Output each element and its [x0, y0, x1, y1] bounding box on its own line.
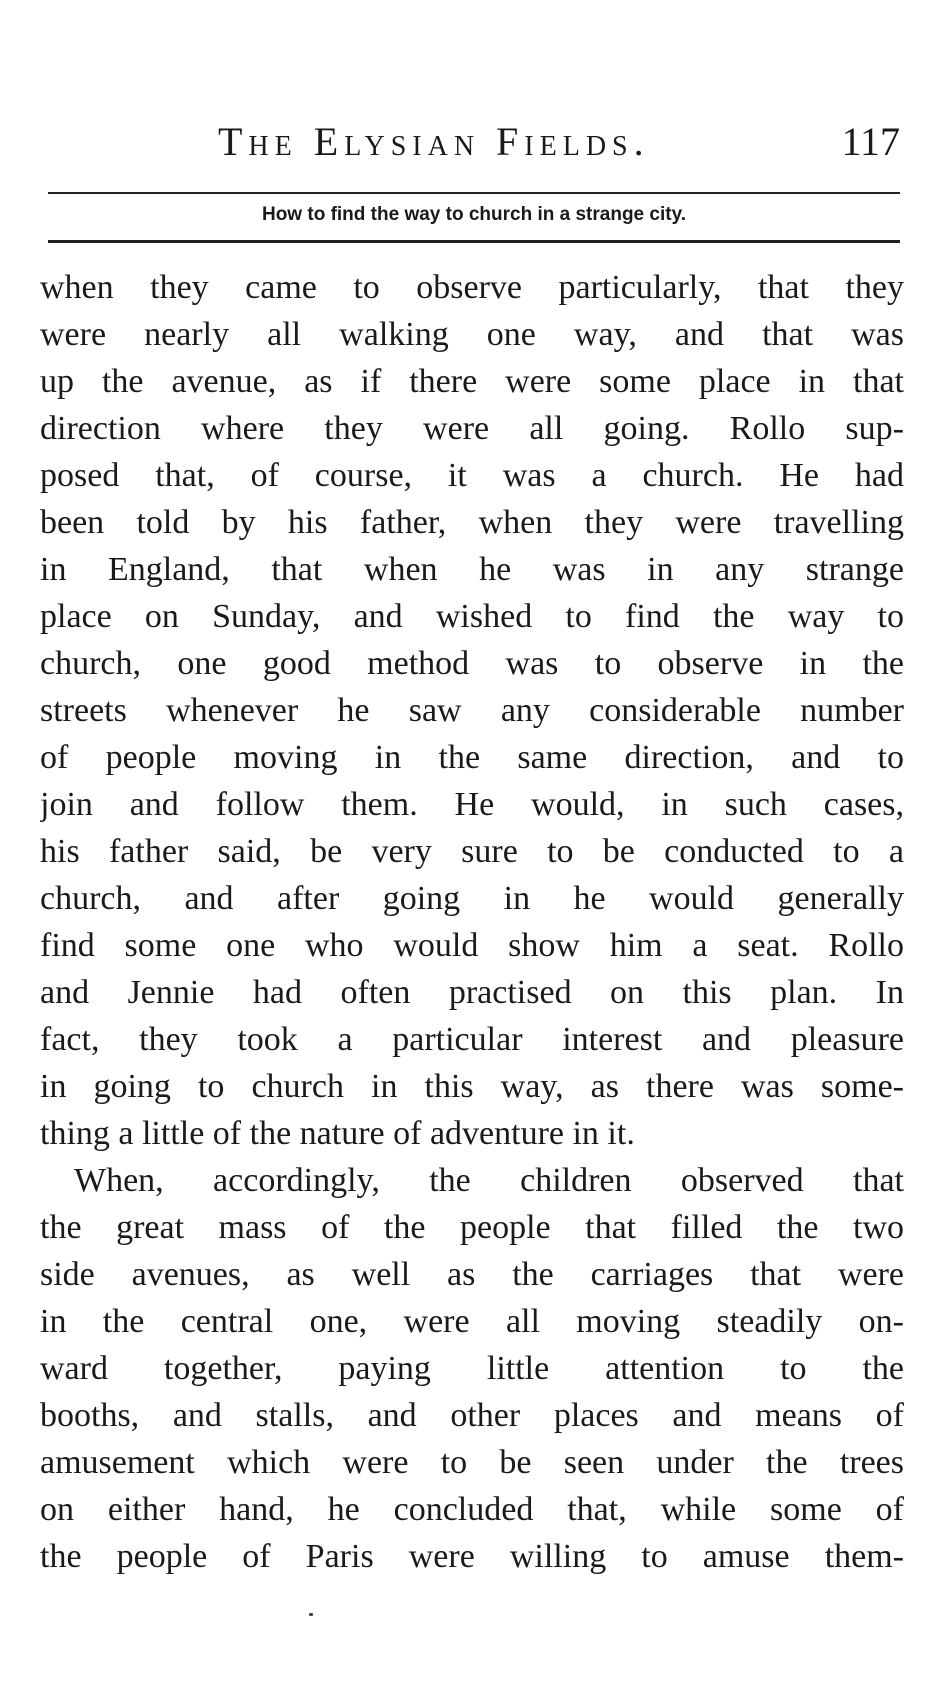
text-line: streets whenever he saw any considerable number: [40, 692, 904, 729]
text-line: on either hand, he concluded that, while some of: [40, 1491, 904, 1528]
page-number: 117: [841, 119, 900, 164]
text-line: church, one good method was to observe in the: [40, 645, 904, 682]
text-line: find some one who would show him a seat. Rollo: [40, 927, 904, 964]
text-line: the great mass of the people that filled the two: [40, 1209, 904, 1246]
body-text: [40, 264, 904, 1580]
text-line: direction where they were all going. Rollo sup-: [40, 410, 904, 447]
text-line: side avenues, as well as the carriages that were: [40, 1256, 904, 1293]
paragraph-1: [40, 264, 904, 1157]
text-line: in the central one, were all moving steadily on-: [40, 1303, 904, 1340]
text-line: When, accordingly, the children observed that: [74, 1162, 904, 1199]
text-line: posed that, of course, it was a church. He had: [40, 457, 904, 494]
text-line: church, and after going in he would generally: [40, 880, 904, 917]
text-line: been told by his father, when they were travelling: [40, 504, 904, 541]
text-line: when they came to observe particularly, that they: [40, 269, 904, 306]
header-rule-top: [48, 192, 900, 194]
text-line: and Jennie had often practised on this plan. In: [40, 974, 904, 1011]
running-title: The Elysian Fields.: [218, 119, 650, 164]
running-head: [48, 118, 900, 166]
text-line: were nearly all walking one way, and that was: [40, 316, 904, 353]
text-line: amusement which were to be seen under the trees: [40, 1444, 904, 1481]
text-line: fact, they took a particular interest and pleasure: [40, 1021, 904, 1058]
text-line: booths, and stalls, and other places and means of: [40, 1397, 904, 1434]
text-line: in England, that when he was in any strange: [40, 551, 904, 588]
page-subheading: How to find the way to church in a strange city.: [261, 204, 687, 225]
text-line: up the avenue, as if there were some place in that: [40, 363, 904, 400]
text-line: in going to church in this way, as there was some-: [40, 1068, 904, 1105]
text-line: his father said, be very sure to be conducted to a: [40, 833, 904, 870]
text-line: place on Sunday, and wished to find the way to: [40, 598, 904, 635]
print-speck: [309, 1613, 313, 1616]
text-line: of people moving in the same direction, and to: [40, 739, 904, 776]
text-line: thing a little of the nature of adventure in it.: [40, 1115, 635, 1152]
text-line: join and follow them. He would, in such cases,: [40, 786, 904, 823]
paragraph-2: [40, 1157, 904, 1580]
text-line: the people of Paris were willing to amuse them-: [40, 1538, 904, 1575]
text-line: ward together, paying little attention to the: [40, 1350, 904, 1387]
header-rule-bottom: [48, 240, 900, 243]
